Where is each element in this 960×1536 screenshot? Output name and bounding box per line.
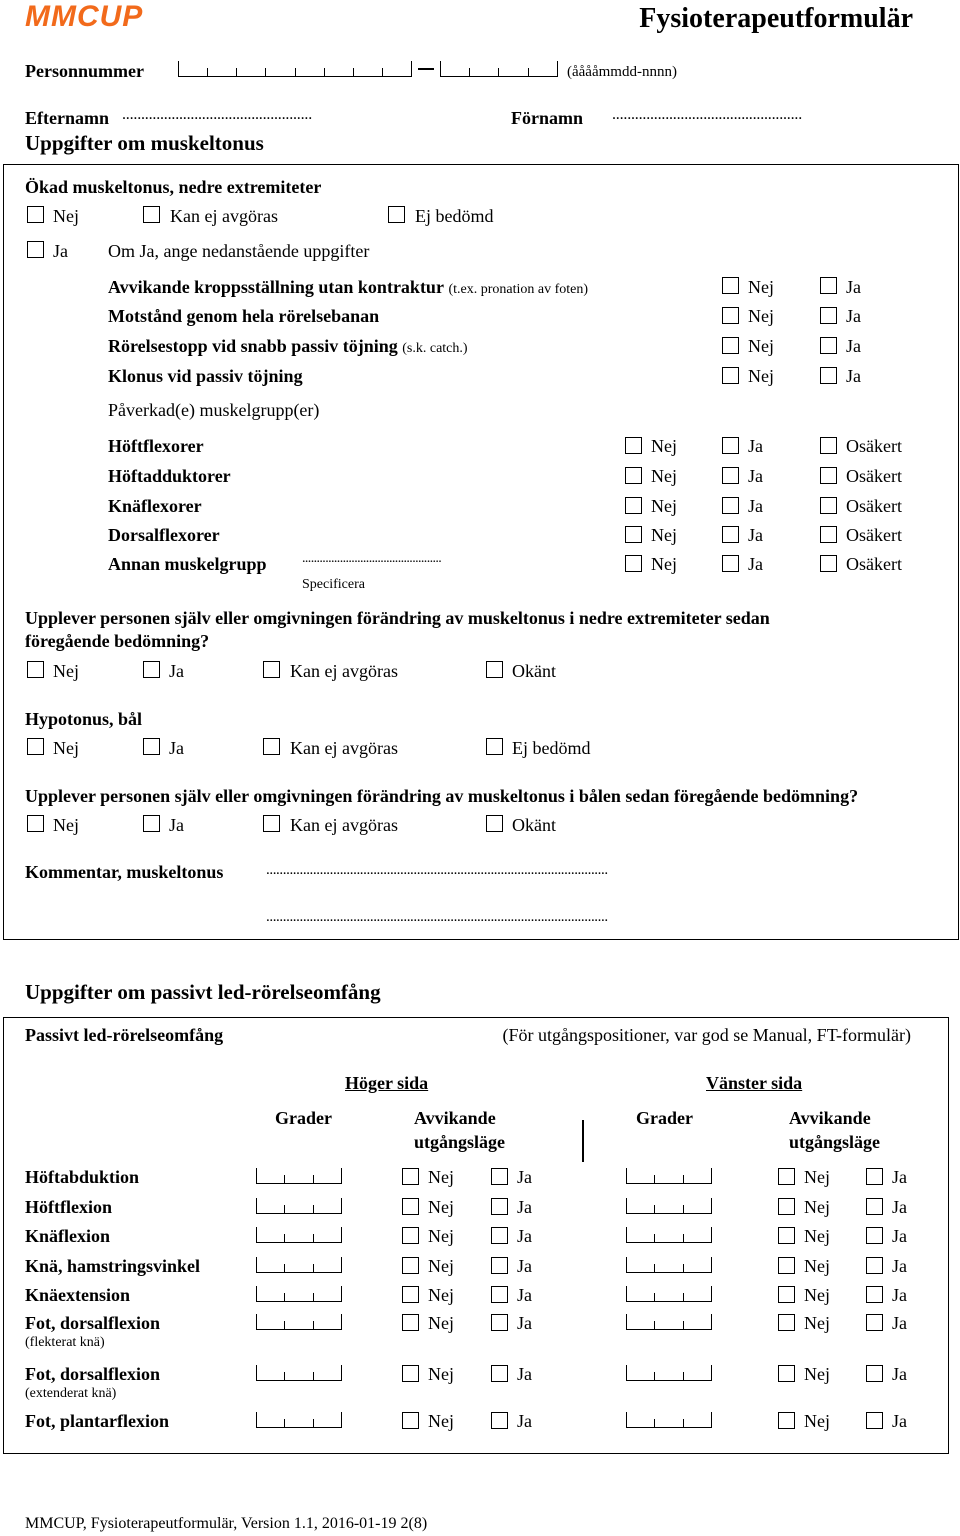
left-avvikande-nej-label: Nej: [804, 1364, 830, 1384]
om-ja-instruction: Om Ja, ange nedanstående uppgifter: [108, 241, 370, 261]
right-avvikande-ja-label: Ja: [517, 1364, 532, 1384]
change-q2-kan-ej-checkbox[interactable]: [263, 815, 280, 832]
q4-ja-label: Ja: [846, 366, 861, 386]
left-avvikande-ja-checkbox[interactable]: [866, 1412, 883, 1429]
left-degrees-field[interactable]: [626, 1413, 712, 1428]
right-avvikande-ja-label: Ja: [517, 1226, 532, 1246]
q1-nej-label: Nej: [748, 277, 774, 297]
form-title: Fysioterapeutformulär: [639, 3, 913, 34]
q3-label: [108, 336, 468, 357]
rom-row-label: Höftflexion: [25, 1197, 112, 1217]
lower-ext-ja-label: Ja: [53, 241, 68, 261]
lower-ext-title: Ökad muskeltonus, nedre extremiteter: [25, 177, 322, 197]
left-avvikande-nej-label: Nej: [804, 1197, 830, 1217]
muscle-osakert-checkbox[interactable]: [820, 526, 837, 543]
affected-title: Påverkad(e) muskelgrupp(er): [108, 400, 320, 420]
right-avvikande-ja-checkbox[interactable]: [491, 1286, 508, 1303]
right-degrees-field[interactable]: [256, 1287, 342, 1302]
right-avvikande-nej-checkbox[interactable]: [402, 1257, 419, 1274]
muscle-osakert-label: Osäkert: [846, 466, 902, 486]
left-avvikande-ja-checkbox[interactable]: [866, 1314, 883, 1331]
right-avvikande-nej-label: Nej: [428, 1364, 454, 1384]
muscle-osakert-checkbox[interactable]: [820, 497, 837, 514]
personnummer-suffix-field[interactable]: [440, 62, 558, 77]
left-degrees-field[interactable]: [626, 1287, 712, 1302]
q3-nej-checkbox[interactable]: [722, 337, 739, 354]
muscle-ja-label: Ja: [748, 496, 763, 516]
change-q1-ja-checkbox[interactable]: [143, 661, 160, 678]
q1-label: [108, 277, 588, 298]
right-avvikande-ja-checkbox[interactable]: [491, 1314, 508, 1331]
right-avvikande-nej-checkbox[interactable]: [402, 1198, 419, 1215]
left-avvikande-ja-checkbox[interactable]: [866, 1227, 883, 1244]
q2-ja-checkbox[interactable]: [820, 307, 837, 324]
muscle-row-label: Höftflexorer: [108, 436, 204, 456]
right-avvikande-ja-checkbox[interactable]: [491, 1168, 508, 1185]
right-avvikande-ja-checkbox[interactable]: [491, 1365, 508, 1382]
right-degrees-field[interactable]: [256, 1366, 342, 1381]
personnummer-dash: [418, 68, 434, 70]
muscle-osakert-checkbox[interactable]: [820, 467, 837, 484]
change-q2-okant-checkbox[interactable]: [486, 815, 503, 832]
muscle-nej-label: Nej: [651, 496, 677, 516]
lower-ext-ej-bedomd-label: Ej bedömd: [415, 206, 494, 226]
right-avvikande-nej-label: Nej: [428, 1167, 454, 1187]
left-avvikande-nej-checkbox[interactable]: [778, 1168, 795, 1185]
left-avvikande-nej-checkbox[interactable]: [778, 1227, 795, 1244]
q3-ja-checkbox[interactable]: [820, 337, 837, 354]
muscle-osakert-label: Osäkert: [846, 554, 902, 574]
q1-nej-checkbox[interactable]: [722, 277, 739, 294]
q4-nej-checkbox[interactable]: [722, 367, 739, 384]
left-avvikande-ja-label: Ja: [892, 1197, 907, 1217]
left-avvikande-nej-label: Nej: [804, 1167, 830, 1187]
left-avvikande-nej-label: Nej: [804, 1313, 830, 1333]
change-q1-nej-checkbox[interactable]: [27, 661, 44, 678]
muscle-ja-checkbox[interactable]: [722, 526, 739, 543]
rom-row-label: Knä, hamstringsvinkel: [25, 1256, 201, 1276]
right-degrees-field[interactable]: [256, 1413, 342, 1428]
left-avvikande-ja-label: Ja: [892, 1226, 907, 1246]
hypotonus-kan-ej-label: Kan ej avgöras: [290, 738, 398, 758]
muscle-ja-checkbox[interactable]: [722, 467, 739, 484]
left-avvikande-ja-label: Ja: [892, 1364, 907, 1384]
right-avvikande-ja-label: Ja: [517, 1313, 532, 1333]
hypotonus-ja-label: Ja: [169, 738, 184, 758]
right-avvikande-ja-label: Ja: [517, 1285, 532, 1305]
change-q1-okant-checkbox[interactable]: [486, 661, 503, 678]
efternamn-label: Efternamn: [25, 108, 109, 128]
right-avvikande-ja-checkbox[interactable]: [491, 1227, 508, 1244]
left-degrees-field[interactable]: [626, 1199, 712, 1214]
left-avvikande-nej-checkbox[interactable]: [778, 1286, 795, 1303]
muscle-nej-label: Nej: [651, 554, 677, 574]
lower-ext-kan-ej-checkbox[interactable]: [143, 206, 160, 223]
efternamn-field[interactable]: ..................................................: [122, 106, 313, 123]
change-q2-text: Upplever personen själv eller omgivningen förändring av muskeltonus i bålen sedan föregående bedömning?: [25, 786, 859, 806]
right-degrees-field[interactable]: [256, 1315, 342, 1330]
right-avvikande-nej-checkbox[interactable]: [402, 1286, 419, 1303]
left-avvikande-ja-checkbox[interactable]: [866, 1168, 883, 1185]
rom-row-label: Fot, dorsalflexion: [25, 1364, 160, 1384]
right-avvikande-nej-label: Nej: [428, 1411, 454, 1431]
right-avvikande-nej-label: Nej: [428, 1285, 454, 1305]
comment-label: Kommentar, muskeltonus: [25, 862, 224, 882]
q2-nej-checkbox[interactable]: [722, 307, 739, 324]
q3-ja-label: Ja: [846, 336, 861, 356]
rom-manual-note: (För utgångspositioner, var god se Manual, FT-formulär): [502, 1025, 911, 1045]
rom-row-label: Knäextension: [25, 1285, 131, 1305]
change-q2-okant-label: Okänt: [512, 815, 556, 835]
right-avvikande-nej-label: Nej: [428, 1226, 454, 1246]
muscle-nej-checkbox[interactable]: [625, 497, 642, 514]
annan-specify-field[interactable]: ................................................: [302, 551, 442, 566]
hypotonus-nej-checkbox[interactable]: [27, 738, 44, 755]
hypotonus-ja-checkbox[interactable]: [143, 738, 160, 755]
q1-main: Avvikande kroppsställning utan kontraktur: [108, 277, 444, 297]
left-avvikande-ja-label: Ja: [892, 1285, 907, 1305]
left-degrees-field[interactable]: [626, 1315, 712, 1330]
change-q2-ja-checkbox[interactable]: [143, 815, 160, 832]
fornamn-field[interactable]: ..................................................: [612, 106, 803, 123]
rom-row-label: Fot, plantarflexion: [25, 1411, 169, 1431]
muscle-ja-label: Ja: [748, 436, 763, 456]
left-avvikande-header: Avvikande: [789, 1108, 871, 1128]
q1-ja-checkbox[interactable]: [820, 277, 837, 294]
right-avvikande-nej-label: Nej: [428, 1313, 454, 1333]
left-avvikande-nej-label: Nej: [804, 1226, 830, 1246]
change-q1-okant-label: Okänt: [512, 661, 556, 681]
lower-ext-ej-bedomd-checkbox[interactable]: [388, 206, 405, 223]
left-side-header: Vänster sida: [706, 1073, 803, 1093]
right-avvikande-ja-checkbox[interactable]: [491, 1257, 508, 1274]
lower-ext-ja-checkbox[interactable]: [27, 241, 44, 258]
right-avvikande-nej-checkbox[interactable]: [402, 1168, 419, 1185]
left-degrees-field[interactable]: [626, 1169, 712, 1184]
tonus-section-title: Uppgifter om muskeltonus: [25, 131, 264, 155]
q1-note: (t.ex. pronation av foten): [448, 282, 588, 297]
left-avvikande-ja-checkbox[interactable]: [866, 1286, 883, 1303]
rom-section-title: Uppgifter om passivt led-rörelseomfång: [25, 980, 381, 1004]
left-avvikande-ja-checkbox[interactable]: [866, 1257, 883, 1274]
muscle-nej-checkbox[interactable]: [625, 555, 642, 572]
left-utgangslage-header: utgångsläge: [789, 1132, 881, 1152]
right-side-header: Höger sida: [345, 1073, 429, 1093]
left-avvikande-nej-checkbox[interactable]: [778, 1314, 795, 1331]
q3-nej-label: Nej: [748, 336, 774, 356]
right-utgangslage-header: utgångsläge: [414, 1132, 506, 1152]
rom-box-title: Passivt led-rörelseomfång: [25, 1025, 224, 1045]
lower-ext-kan-ej-label: Kan ej avgöras: [170, 206, 278, 226]
right-avvikande-nej-checkbox[interactable]: [402, 1227, 419, 1244]
muscle-osakert-checkbox[interactable]: [820, 437, 837, 454]
q2-ja-label: Ja: [846, 306, 861, 326]
muscle-ja-label: Ja: [748, 554, 763, 574]
change-q2-nej-checkbox[interactable]: [27, 815, 44, 832]
muscle-row-label: Höftadduktorer: [108, 466, 231, 486]
change-q2-ja-label: Ja: [169, 815, 184, 835]
right-grader-header: Grader: [275, 1108, 332, 1128]
q1-ja-label: Ja: [846, 277, 861, 297]
muscle-osakert-label: Osäkert: [846, 525, 902, 545]
lower-ext-nej-label: Nej: [53, 206, 79, 226]
left-degrees-field[interactable]: [626, 1366, 712, 1381]
left-avvikande-ja-label: Ja: [892, 1313, 907, 1333]
hypotonus-ej-bedomd-label: Ej bedömd: [512, 738, 591, 758]
muscle-row-label: Knäflexorer: [108, 496, 202, 516]
hypotonus-title: Hypotonus, bål: [25, 709, 143, 729]
muscle-ja-checkbox[interactable]: [722, 437, 739, 454]
right-avvikande-ja-checkbox[interactable]: [491, 1198, 508, 1215]
muscle-ja-label: Ja: [748, 525, 763, 545]
rom-row-label: Höftabduktion: [25, 1167, 140, 1187]
muscle-ja-label: Ja: [748, 466, 763, 486]
personnummer-format-hint: (ååååmmdd-nnnn): [567, 64, 677, 80]
right-avvikande-ja-label: Ja: [517, 1256, 532, 1276]
right-degrees-field[interactable]: [256, 1228, 342, 1243]
left-degrees-field[interactable]: [626, 1228, 712, 1243]
right-avvikande-nej-checkbox[interactable]: [402, 1365, 419, 1382]
left-avvikande-nej-label: Nej: [804, 1285, 830, 1305]
lower-ext-nej-checkbox[interactable]: [27, 206, 44, 223]
right-avvikande-nej-checkbox[interactable]: [402, 1314, 419, 1331]
muscle-osakert-checkbox[interactable]: [820, 555, 837, 572]
right-degrees-field[interactable]: [256, 1169, 342, 1184]
side-divider: [582, 1120, 584, 1162]
change-q1-line2: föregående bedömning?: [25, 631, 210, 651]
left-avvikande-nej-checkbox[interactable]: [778, 1412, 795, 1429]
q4-label: Klonus vid passiv töjning: [108, 366, 303, 386]
rom-row-label: Fot, dorsalflexion: [25, 1313, 160, 1333]
footer-text: MMCUP, Fysioterapeutformulär, Version 1.1, 2016-01-19 2(8): [25, 1515, 428, 1532]
left-avvikande-nej-checkbox[interactable]: [778, 1257, 795, 1274]
left-avvikande-nej-label: Nej: [804, 1256, 830, 1276]
right-avvikande-ja-checkbox[interactable]: [491, 1412, 508, 1429]
change-q1-kan-ej-checkbox[interactable]: [263, 661, 280, 678]
rom-row-label: Knäflexion: [25, 1226, 111, 1246]
muscle-ja-checkbox[interactable]: [722, 555, 739, 572]
right-avvikande-nej-checkbox[interactable]: [402, 1412, 419, 1429]
left-avvikande-ja-checkbox[interactable]: [866, 1365, 883, 1382]
hypotonus-nej-label: Nej: [53, 738, 79, 758]
change-q2-nej-label: Nej: [53, 815, 79, 835]
right-avvikande-nej-label: Nej: [428, 1256, 454, 1276]
left-avvikande-nej-label: Nej: [804, 1411, 830, 1431]
muscle-osakert-label: Osäkert: [846, 436, 902, 456]
rom-row-sublabel: (extenderat knä): [25, 1386, 117, 1401]
left-avvikande-ja-label: Ja: [892, 1256, 907, 1276]
q4-ja-checkbox[interactable]: [820, 367, 837, 384]
change-q1-ja-label: Ja: [169, 661, 184, 681]
left-degrees-field[interactable]: [626, 1258, 712, 1273]
change-q1-kan-ej-label: Kan ej avgöras: [290, 661, 398, 681]
left-avvikande-ja-label: Ja: [892, 1411, 907, 1431]
left-grader-header: Grader: [636, 1108, 693, 1128]
personnummer-date-field[interactable]: [178, 62, 412, 77]
right-avvikande-ja-label: Ja: [517, 1411, 532, 1431]
muscle-row-label: Annan muskelgrupp: [108, 554, 267, 574]
comment-field-line1[interactable]: ......................................................................................................: [266, 862, 608, 878]
right-avvikande-header: Avvikande: [414, 1108, 496, 1128]
muscle-nej-label: Nej: [651, 436, 677, 456]
hypotonus-kan-ej-checkbox[interactable]: [263, 738, 280, 755]
left-avvikande-ja-checkbox[interactable]: [866, 1198, 883, 1215]
q2-nej-label: Nej: [748, 306, 774, 326]
rom-row-sublabel: (flekterat knä): [25, 1335, 105, 1350]
right-degrees-field[interactable]: [256, 1199, 342, 1214]
muscle-nej-label: Nej: [651, 525, 677, 545]
specificera-hint: Specificera: [302, 577, 365, 592]
muscle-nej-checkbox[interactable]: [625, 467, 642, 484]
q3-main: Rörelsestopp vid snabb passiv töjning: [108, 336, 398, 356]
logo: MMCUP: [25, 0, 144, 33]
muscle-nej-label: Nej: [651, 466, 677, 486]
left-avvikande-ja-label: Ja: [892, 1167, 907, 1187]
right-avvikande-ja-label: Ja: [517, 1197, 532, 1217]
q2-label: Motstånd genom hela rörelsebanan: [108, 306, 380, 326]
change-q2-kan-ej-label: Kan ej avgöras: [290, 815, 398, 835]
q3-note: (s.k. catch.): [402, 341, 468, 356]
right-avvikande-nej-label: Nej: [428, 1197, 454, 1217]
personnummer-label: Personnummer: [25, 61, 144, 81]
left-avvikande-nej-checkbox[interactable]: [778, 1365, 795, 1382]
change-q1-line1: Upplever personen själv eller omgivningen förändring av muskeltonus i nedre extremiteter sedan: [25, 608, 770, 628]
hypotonus-ej-bedomd-checkbox[interactable]: [486, 738, 503, 755]
left-avvikande-nej-checkbox[interactable]: [778, 1198, 795, 1215]
muscle-nej-checkbox[interactable]: [625, 437, 642, 454]
muscle-row-label: Dorsalflexorer: [108, 525, 220, 545]
change-q1-nej-label: Nej: [53, 661, 79, 681]
muscle-ja-checkbox[interactable]: [722, 497, 739, 514]
comment-field-line2[interactable]: ......................................................................................................: [266, 909, 608, 925]
q4-nej-label: Nej: [748, 366, 774, 386]
muscle-nej-checkbox[interactable]: [625, 526, 642, 543]
right-degrees-field[interactable]: [256, 1258, 342, 1273]
right-avvikande-ja-label: Ja: [517, 1167, 532, 1187]
fornamn-label: Förnamn: [511, 108, 583, 128]
muscle-osakert-label: Osäkert: [846, 496, 902, 516]
